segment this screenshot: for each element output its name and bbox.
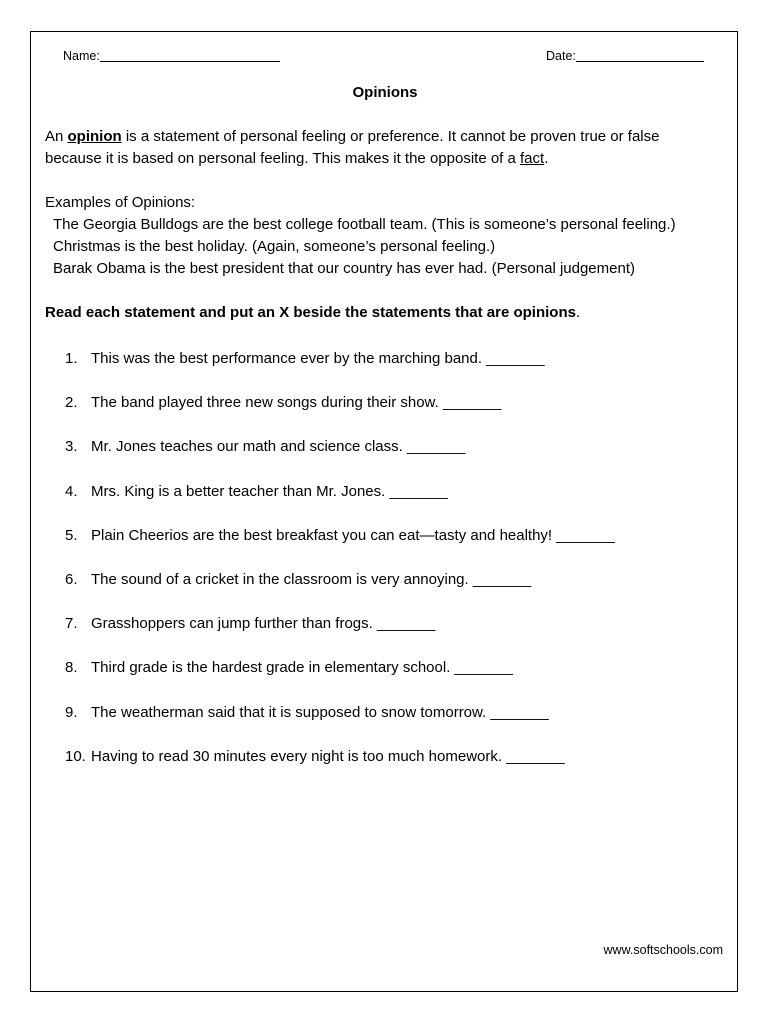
- footer-website: www.softschools.com: [603, 943, 723, 957]
- question-text: Grasshoppers can jump further than frogs. _______: [91, 615, 436, 633]
- question-number: 3.: [65, 438, 78, 456]
- question-number: 7.: [65, 615, 78, 633]
- question-number: 1.: [65, 350, 78, 367]
- question-item: [65, 436, 615, 480]
- question-item: [65, 613, 615, 657]
- question-text: Third grade is the hardest grade in elementary school. _______: [91, 659, 513, 677]
- question-item: [65, 569, 615, 613]
- intro-line2-text: because it is based on personal feeling. This makes it the opposite of a: [45, 150, 521, 167]
- question-text: The band played three new songs during their show. _______: [91, 394, 502, 412]
- examples-list: [53, 214, 676, 280]
- example-item: The Georgia Bulldogs are the best college football team. (This is someone’s personal feeling.): [53, 216, 676, 233]
- question-item: [65, 525, 615, 569]
- question-number: 8.: [65, 659, 78, 677]
- date-blank[interactable]: [576, 61, 704, 62]
- date-label: Date:: [546, 49, 576, 63]
- question-text: Mr. Jones teaches our math and science class. _______: [91, 438, 466, 456]
- question-text: The weatherman said that it is supposed to snow tomorrow. _______: [91, 703, 549, 721]
- question-number: 4.: [65, 482, 78, 500]
- question-number: 9.: [65, 703, 78, 721]
- date-field: [546, 49, 704, 63]
- question-number: 6.: [65, 570, 78, 588]
- question-item: [65, 348, 615, 392]
- question-number: 5.: [65, 526, 78, 544]
- examples-heading: Examples of Opinions:: [45, 194, 196, 211]
- fact-term: fact: [520, 150, 545, 167]
- name-label: Name:: [63, 49, 100, 63]
- question-text: The sound of a cricket in the classroom is very annoying. _______: [91, 570, 532, 588]
- page-title: Opinions: [352, 84, 418, 101]
- question-item: [65, 657, 615, 701]
- question-list: [65, 348, 615, 790]
- question-text: This was the best performance ever by the marching band. _______: [91, 350, 545, 367]
- question-item: [65, 481, 615, 525]
- question-number: 10.: [65, 747, 86, 765]
- question-number: 2.: [65, 394, 78, 412]
- name-blank[interactable]: [100, 61, 280, 62]
- question-item: [65, 746, 615, 790]
- worksheet-page: [30, 31, 738, 992]
- opinion-term: opinion: [67, 128, 122, 145]
- question-text: Having to read 30 minutes every night is too much homework. _______: [91, 747, 565, 765]
- instruction-bold: Read each statement and put an X beside the statements that are opinions: [45, 304, 576, 321]
- example-item: Christmas is the best holiday. (Again, someone’s personal feeling.): [53, 238, 496, 255]
- intro-paragraph: [45, 126, 659, 170]
- intro-text-rest: is a statement of personal feeling or preference. It cannot be proven true or false: [121, 128, 660, 145]
- example-item: Barak Obama is the best president that our country has ever had. (Personal judgement): [53, 260, 635, 277]
- instruction-text: [45, 302, 580, 324]
- question-text: Plain Cheerios are the best breakfast you can eat—tasty and healthy! _______: [91, 526, 615, 544]
- question-text: Mrs. King is a better teacher than Mr. Jones. _______: [91, 482, 448, 500]
- instruction-period: .: [575, 304, 581, 321]
- intro-text-start: An: [45, 128, 68, 145]
- intro-line2-end: .: [544, 150, 549, 167]
- question-item: [65, 392, 615, 436]
- question-item: [65, 702, 615, 746]
- name-field: [63, 49, 280, 63]
